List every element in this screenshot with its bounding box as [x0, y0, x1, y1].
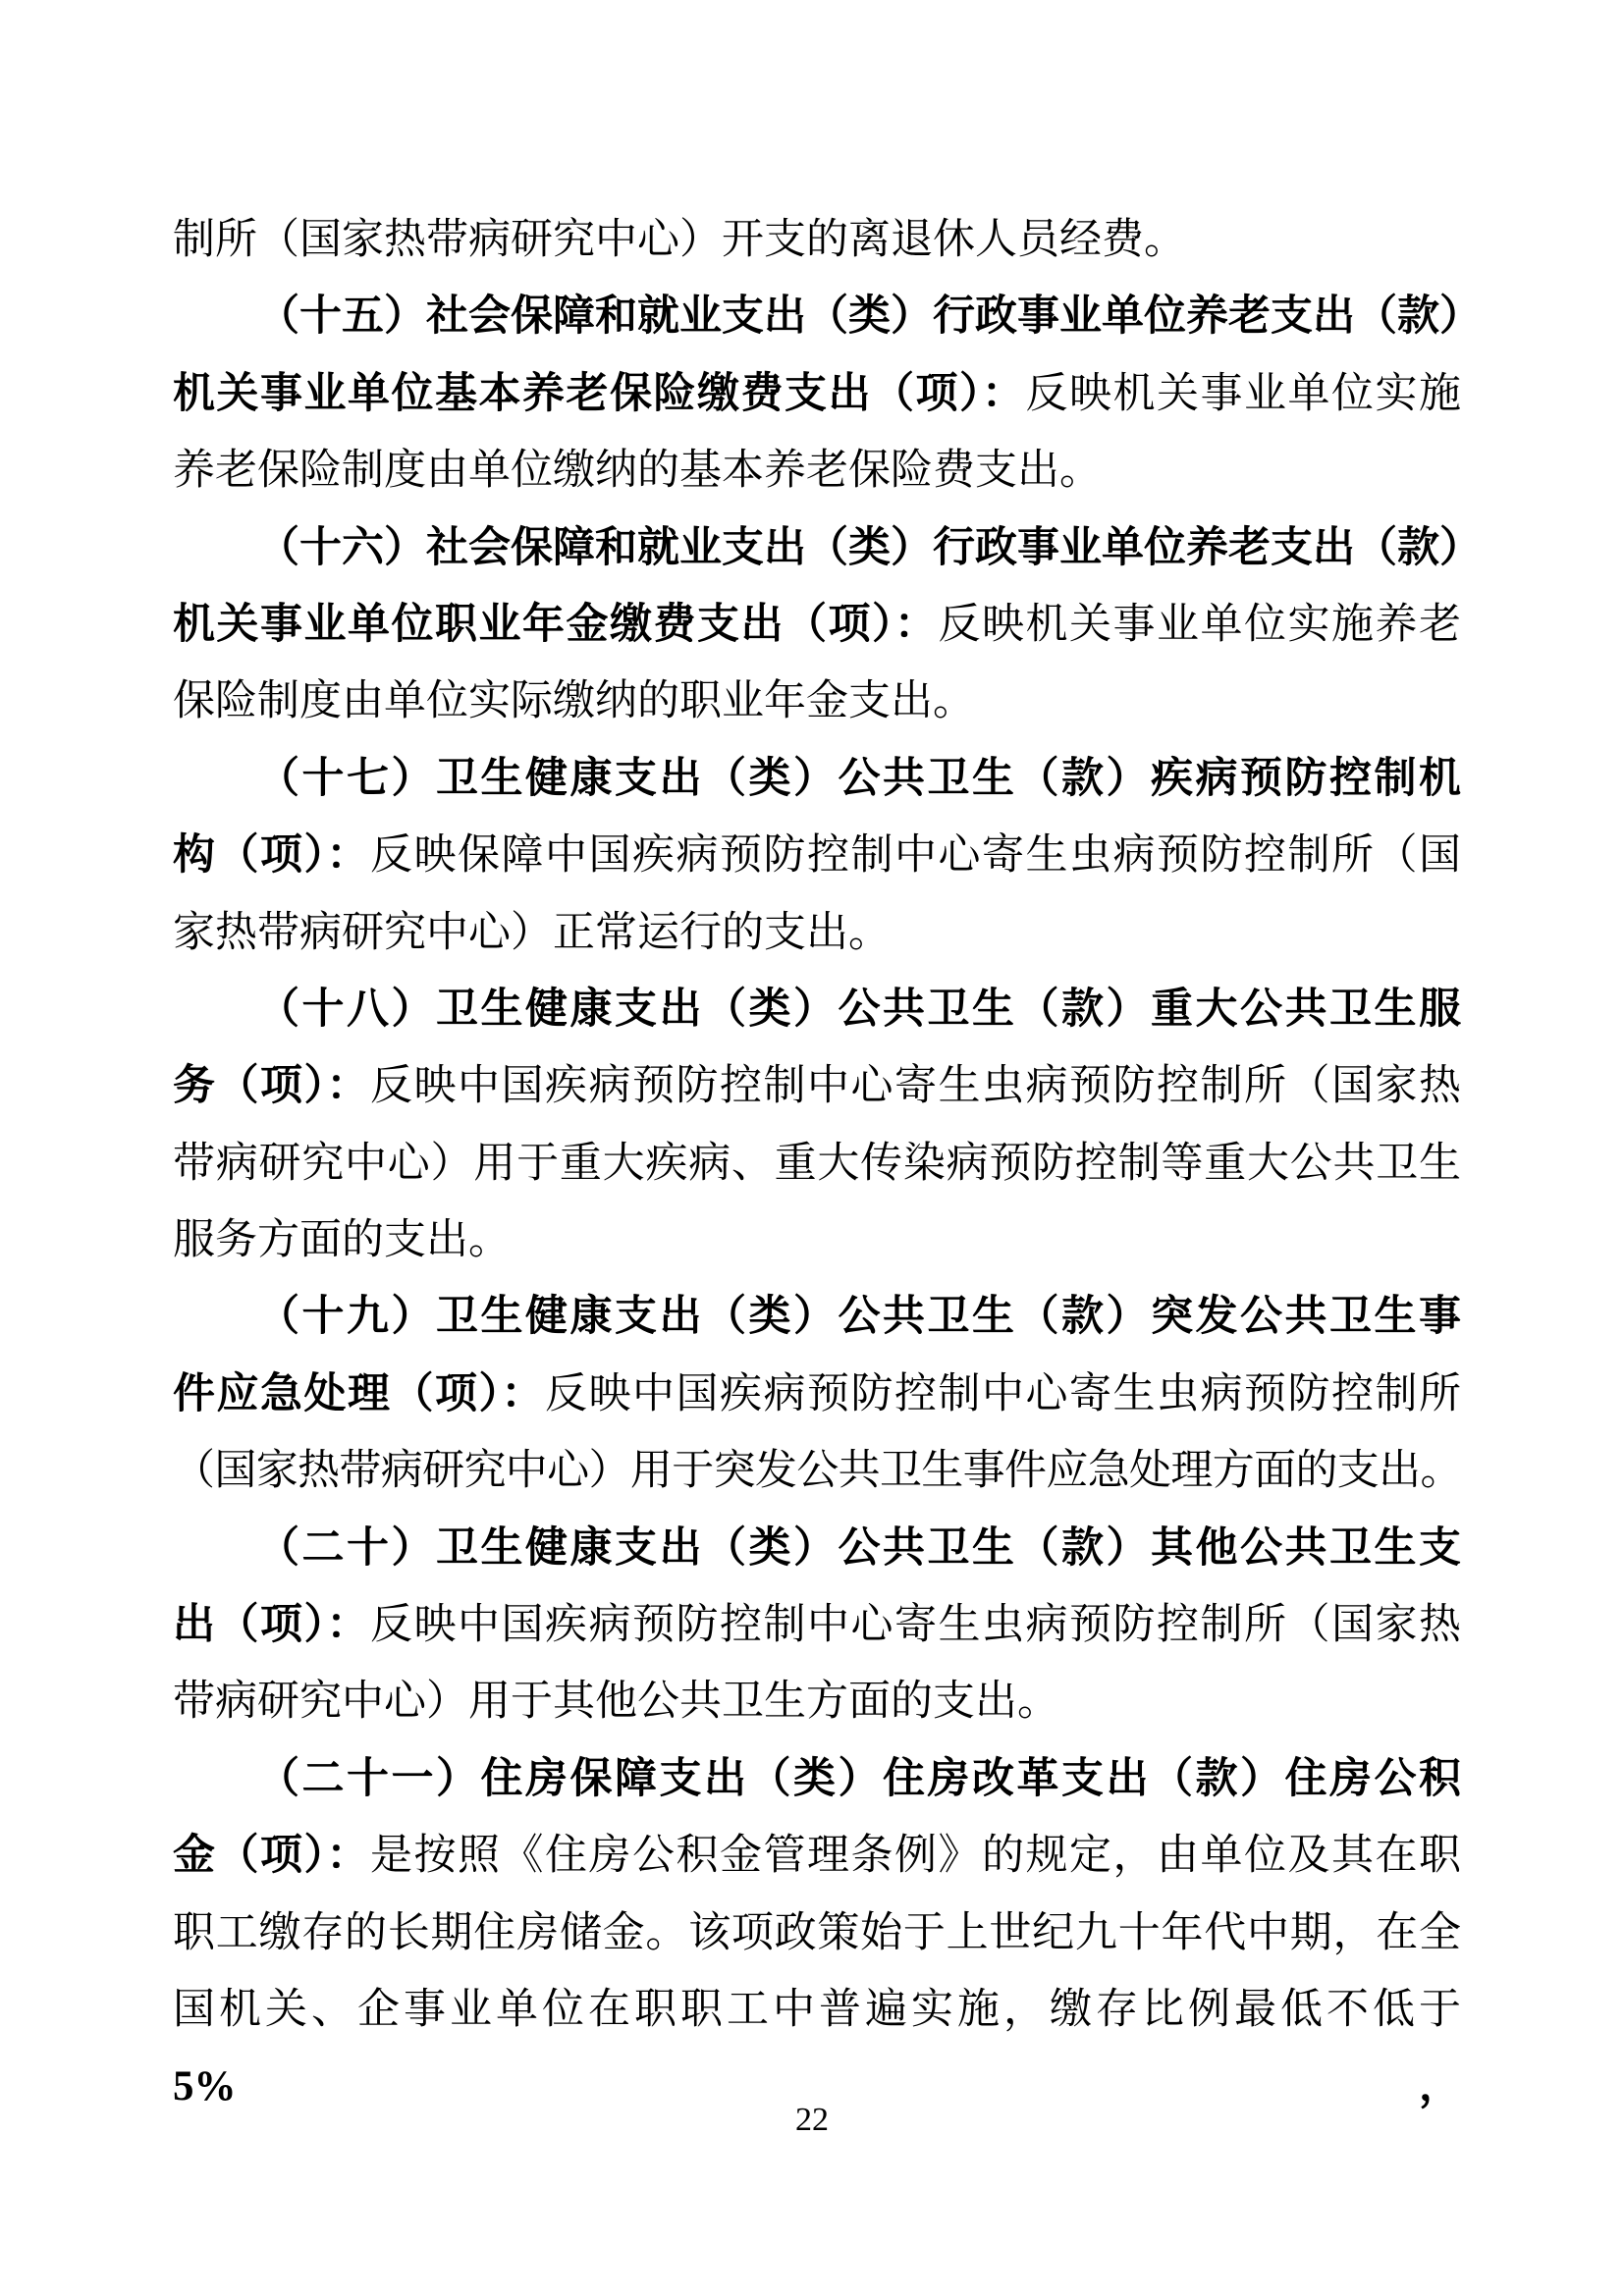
text-line [173, 1511, 1461, 1587]
body-segment: （国家热带病研究中心）用于突发公共卫生事件应急处理方面的支出。 [173, 1448, 1461, 1495]
heading-segment: 出（项）： [173, 1602, 370, 1649]
text-line [173, 1357, 1461, 1433]
text-line [173, 1279, 1461, 1356]
text-line [173, 1433, 1461, 1510]
heading-segment: 务（项）： [173, 1063, 370, 1110]
text-line [173, 510, 1482, 587]
heading-segment: （十八）卫生健康支出（类）公共卫生（款）重大公共卫生服 [257, 986, 1461, 1033]
text-line [173, 895, 1461, 972]
text-line [173, 1972, 1461, 2110]
text-line [173, 1202, 1461, 1279]
text-line [173, 1126, 1461, 1202]
heading-segment: 金（项）： [173, 1833, 370, 1880]
body-segment: 保险制度由单位实际缴纳的职业年金支出。 [173, 678, 975, 725]
document-body [173, 202, 1482, 2110]
text-line [173, 1664, 1461, 1740]
heading-segment: （十九）卫生健康支出（类）公共卫生（款）突发公共卫生事 [257, 1294, 1461, 1341]
body-segment: 制所（国家热带病研究中心）开支的离退休人员经费。 [173, 217, 1186, 263]
text-line [173, 1587, 1461, 1664]
body-segment: 反映机关事业单位实施养老 [938, 601, 1461, 648]
heading-segment: 机关事业单位基本养老保险缴费支出（项）： [173, 370, 1026, 417]
text-line [173, 1818, 1461, 1895]
text-line [173, 1048, 1461, 1125]
body-segment: 家热带病研究中心）正常运行的支出。 [173, 909, 891, 956]
text-line [173, 972, 1461, 1048]
text-line [173, 1741, 1461, 1818]
body-segment: 是按照《住房公积金管理条例》的规定，由单位及其在职 [370, 1833, 1461, 1880]
body-segment: 反映中国疾病预防控制中心寄生虫病预防控制所 [545, 1370, 1461, 1417]
heading-segment: 件应急处理（项）： [173, 1370, 545, 1417]
text-line [173, 741, 1461, 818]
heading-segment: （二十一）住房保障支出（类）住房改革支出（款）住房公积 [257, 1755, 1461, 1802]
heading-segment: （十六）社会保障和就业支出（类）行政事业单位养老支出（款） [257, 524, 1482, 571]
heading-segment: 机关事业单位职业年金缴费支出（项）： [173, 601, 939, 648]
text-line [173, 279, 1482, 355]
body-segment: 国机关、企事业单位在职职工中普遍实施，缴存比例最低不低于 [173, 1986, 1461, 2033]
body-segment: 服务方面的支出。 [173, 1217, 511, 1264]
text-line [173, 818, 1461, 894]
body-segment: 反映保障中国疾病预防控制中心寄生虫病预防控制所（国 [370, 832, 1461, 880]
body-segment: 带病研究中心）用于其他公共卫生方面的支出。 [173, 1679, 1059, 1726]
page-number: 22 [795, 2102, 829, 2138]
body-segment: 职工缴存的长期住房储金。该项政策始于上世纪九十年代中期，在全 [173, 1909, 1461, 1956]
body-segment: 反映机关事业单位实施 [1025, 370, 1461, 417]
body-segment: 带病研究中心）用于重大疾病、重大传染病预防控制等重大公共卫生 [173, 1140, 1461, 1187]
body-segment: 反映中国疾病预防控制中心寄生虫病预防控制所（国家热 [370, 1063, 1461, 1110]
body-segment: 反映中国疾病预防控制中心寄生虫病预防控制所（国家热 [370, 1602, 1461, 1649]
text-line [173, 356, 1461, 433]
heading-segment: （十七）卫生健康支出（类）公共卫生（款）疾病预防控制机 [257, 755, 1461, 802]
text-line [173, 587, 1461, 664]
text-line [173, 664, 1461, 740]
heading-segment: （十五）社会保障和就业支出（类）行政事业单位养老支出（款） [257, 294, 1482, 341]
text-line [173, 202, 1461, 279]
heading-segment: （二十）卫生健康支出（类）公共卫生（款）其他公共卫生支 [257, 1524, 1461, 1572]
text-line [173, 1896, 1461, 1972]
heading-segment: 构（项）： [173, 832, 370, 880]
text-line [173, 433, 1461, 509]
body-segment: 养老保险制度由单位缴纳的基本养老保险费支出。 [173, 448, 1102, 495]
heading-segment: 5%， [173, 2063, 1461, 2110]
